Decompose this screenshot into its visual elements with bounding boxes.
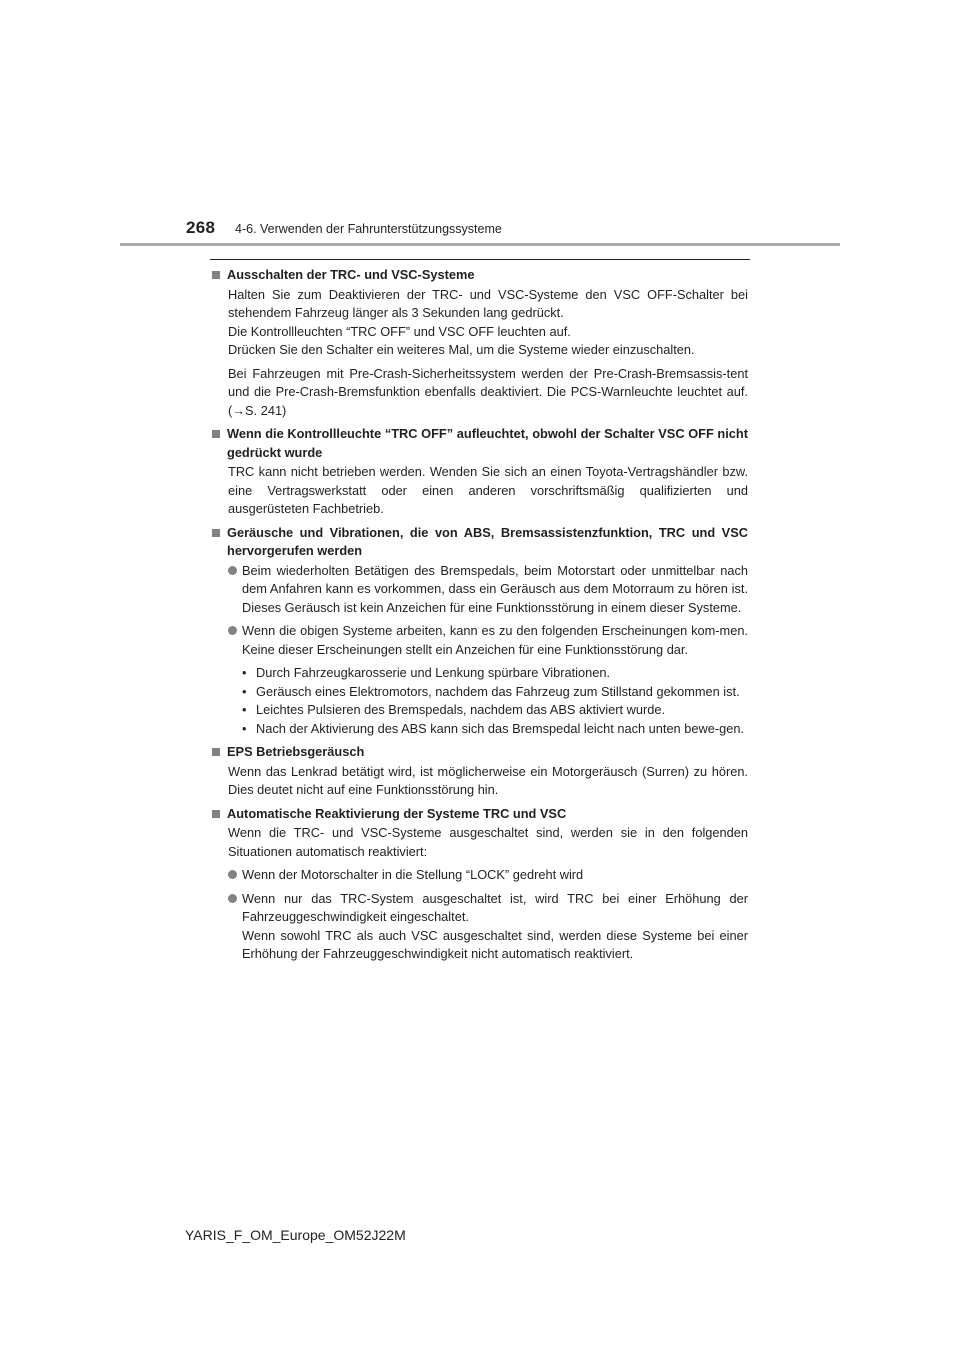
square-bullet-icon	[212, 529, 220, 537]
list-item: Wenn die obigen Systeme arbeiten, kann es zu den folgenden Erscheinungen kom-men. Keine dieser Erscheinungen stellt ein Anzeichen für eine Funktionsstörung dar.	[228, 622, 748, 659]
paragraph: Wenn die TRC- und VSC-Systeme ausgeschaltet sind, werden sie in den folgenden Situationen automatisch reaktiviert:	[228, 825, 748, 859]
square-bullet-icon	[212, 271, 220, 279]
header-rule	[120, 243, 840, 246]
square-bullet-icon	[212, 810, 220, 818]
section-heading: Geräusche und Vibrationen, die von ABS, Bremsassistenzfunktion, TRC und VSC hervorgerufen werden	[210, 524, 748, 561]
list-item: Beim wiederholten Betätigen des Bremspedals, beim Motorstart oder unmittelbar nach dem Anfahren kann es vorkommen, dass ein Geräusch aus dem Motorraum zu hören ist. Dieses Geräusch ist kein Anzeichen für eine Funktionsstörung in einem dieser Systeme.	[228, 562, 748, 618]
section-trc-off-indicator	[210, 425, 748, 519]
square-bullet-icon	[212, 430, 220, 438]
paragraph: Bei Fahrzeugen mit Pre-Crash-Sicherheitssystem werden der Pre-Crash-Bremsassis-tent und die Pre-Crash-Bremsfunktion ebenfalls deaktiviert. Die PCS-Warnleuchte leuchtet auf. (→S. 241)	[228, 365, 748, 418]
footer-doc-id: YARIS_F_OM_Europe_OM52J22M	[185, 1227, 406, 1243]
circle-bullet-icon	[228, 894, 237, 903]
circle-bullet-icon	[228, 870, 237, 879]
section-trc-vsc-off	[210, 266, 748, 420]
sub-list	[242, 664, 748, 738]
section-eps-noise	[210, 743, 748, 800]
section-heading: Automatische Reaktivierung der Systeme TRC und VSC	[210, 805, 748, 824]
section-heading: EPS Betriebsgeräusch	[210, 743, 748, 762]
sub-list-item: • Nach der Aktivierung des ABS kann sich das Bremspedal leicht nach unten bewe-gen.	[242, 720, 744, 736]
section-auto-reactivation	[210, 805, 748, 964]
section-noises-vibrations	[210, 524, 748, 739]
circle-bullet-icon	[228, 566, 237, 575]
sub-list-item: • Leichtes Pulsieren des Bremspedals, nachdem das ABS aktiviert wurde.	[242, 702, 666, 717]
section-title: 4-6. Verwenden der Fahrunterstützungssysteme	[235, 222, 502, 236]
list-item: Wenn der Motorschalter in die Stellung “LOCK” gedreht wird	[228, 866, 748, 885]
section-heading: Wenn die Kontrollleuchte “TRC OFF” aufleuchtet, obwohl der Schalter VSC OFF nicht gedrückt wurde	[210, 425, 748, 462]
section-heading: Ausschalten der TRC- und VSC-Systeme	[210, 266, 748, 285]
circle-bullet-icon	[228, 626, 237, 635]
square-bullet-icon	[212, 748, 220, 756]
sub-list-item: • Durch Fahrzeugkarosserie und Lenkung spürbare Vibrationen.	[242, 665, 611, 680]
paragraph: Halten Sie zum Deaktivieren der TRC- und VSC-Systeme den VSC OFF-Schalter bei stehendem Fahrzeug länger als 3 Sekunden lang gedrückt. Die Kontrollleuchten “TRC OFF” und VSC OFF leuchten auf. Drücken Sie den Schalter ein weiteres Mal, um die Systeme wieder einzuschalten.	[228, 286, 748, 357]
content-top-rule	[210, 259, 750, 260]
paragraph: Wenn das Lenkrad betätigt wird, ist möglicherweise ein Motorgeräusch (Surren) zu hören. Dies deutet nicht auf eine Funktionsstörung hin.	[228, 763, 748, 797]
list-item: Wenn nur das TRC-System ausgeschaltet ist, wird TRC bei einer Erhöhung der Fahrzeuggeschwindigkeit eingeschaltet. Wenn sowohl TRC als auch VSC ausgeschaltet sind, werden diese Systeme bei einer Erhöhung der Fahrzeuggeschwindigkeit nicht automatisch reaktiviert.	[228, 890, 748, 964]
paragraph: TRC kann nicht betrieben werden. Wenden Sie sich an einen Toyota-Vertragshändler bzw. eine Vertragswerkstatt oder einen anderen vorschriftsmäßig qualifizierten und ausgerüsteten Fachbetrieb.	[228, 464, 748, 516]
page-number: 268	[186, 218, 216, 237]
page-content	[210, 266, 748, 969]
sub-list-item: • Geräusch eines Elektromotors, nachdem das Fahrzeug zum Stillstand gekommen ist.	[242, 683, 740, 699]
